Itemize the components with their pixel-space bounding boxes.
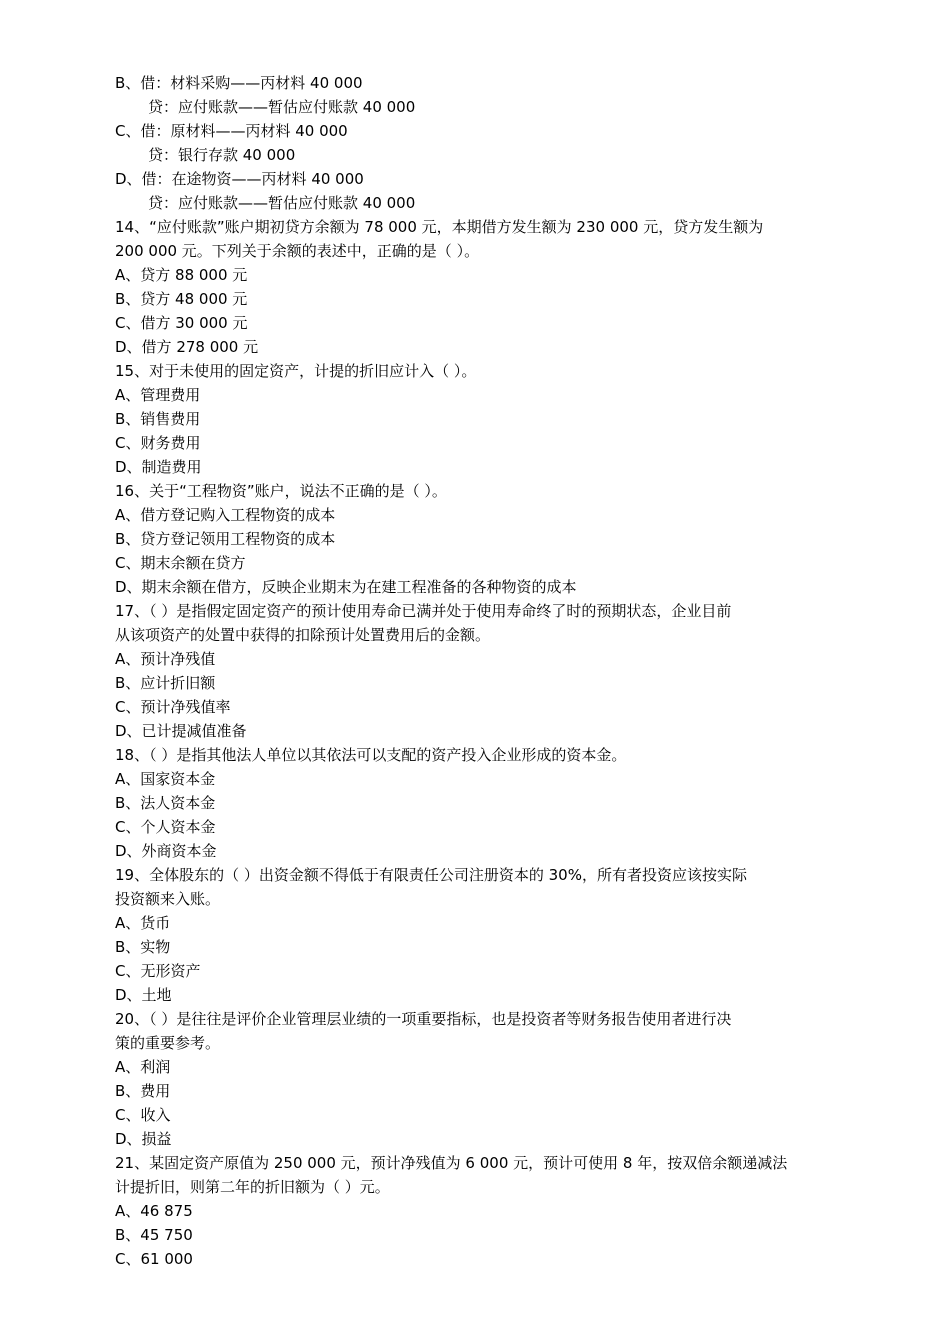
- text-line: 19、全体股东的（ ）出资金额不得低于有限责任公司注册资本的 30%，所有者投资应该按实际: [115, 866, 747, 884]
- question-list: [115, 71, 835, 1271]
- text-line: 策的重要参考。: [115, 1034, 221, 1052]
- text-line: 15、对于未使用的固定资产，计提的折旧应计入（ ）。: [115, 362, 477, 380]
- text-line: B、法人资本金: [115, 794, 216, 812]
- text-line: A、46 875: [115, 1202, 193, 1220]
- text-line: C、期末余额在贷方: [115, 554, 246, 572]
- text-line: 18、（ ）是指其他法人单位以其依法可以支配的资产投入企业形成的资本金。: [115, 746, 627, 764]
- text-line: 从该项资产的处置中获得的扣除预计处置费用后的金额。: [115, 626, 491, 644]
- text-line: C、借：原材料——丙材料 40 000: [115, 122, 348, 140]
- text-line: C、收入: [115, 1106, 171, 1124]
- text-line: B、费用: [115, 1082, 171, 1100]
- text-line: C、借方 30 000 元: [115, 314, 248, 332]
- text-line: 投资额来入账。: [115, 890, 221, 908]
- text-line: D、外商资本金: [115, 842, 217, 860]
- text-line: 21、某固定资产原值为 250 000 元，预计净残值为 6 000 元，预计可使用 8 年，按双倍余额递减法: [115, 1154, 788, 1172]
- text-line: C、个人资本金: [115, 818, 216, 836]
- text-line: B、借：材料采购——丙材料 40 000: [115, 74, 363, 92]
- text-line: 20、（ ）是往往是评价企业管理层业绩的一项重要指标，也是投资者等财务报告使用者进行决: [115, 1010, 732, 1028]
- text-line: A、贷方 88 000 元: [115, 266, 248, 284]
- text-line: D、制造费用: [115, 458, 202, 476]
- text-line: 贷：银行存款 40 000: [148, 146, 296, 164]
- text-line: B、45 750: [115, 1226, 193, 1244]
- text-line: 17、（ ）是指假定固定资产的预计使用寿命已满并处于使用寿命终了时的预期状态，企业目前: [115, 602, 732, 620]
- text-line: D、损益: [115, 1130, 172, 1148]
- text-line: 14、“应付账款”账户期初贷方余额为 78 000 元，本期借方发生额为 230 000 元，贷方发生额为: [115, 218, 764, 236]
- text-line: C、财务费用: [115, 434, 201, 452]
- text-line: A、管理费用: [115, 386, 201, 404]
- text-line: A、货币: [115, 914, 171, 932]
- text-line: C、预计净残值率: [115, 698, 231, 716]
- text-line: C、61 000: [115, 1250, 193, 1268]
- text-line: A、借方登记购入工程物资的成本: [115, 506, 336, 524]
- text-line: B、应计折旧额: [115, 674, 216, 692]
- text-line: 16、关于“工程物资”账户，说法不正确的是（ ）。: [115, 482, 447, 500]
- text-line: D、期末余额在借方，反映企业期末为在建工程准备的各种物资的成本: [115, 578, 577, 596]
- text-line: D、已计提减值准备: [115, 722, 247, 740]
- text-line: D、土地: [115, 986, 172, 1004]
- text-line: 200 000 元。下列关于余额的表述中，正确的是（ ）。: [115, 242, 480, 260]
- text-line: B、贷方登记领用工程物资的成本: [115, 530, 336, 548]
- text-line: 贷：应付账款——暂估应付账款 40 000: [148, 194, 416, 212]
- text-line: A、预计净残值: [115, 650, 216, 668]
- text-line: A、国家资本金: [115, 770, 216, 788]
- text-line: D、借方 278 000 元: [115, 338, 259, 356]
- text-line: B、贷方 48 000 元: [115, 290, 248, 308]
- text-line: 贷：应付账款——暂估应付账款 40 000: [148, 98, 416, 116]
- text-line: A、利润: [115, 1058, 171, 1076]
- text-line: D、借：在途物资——丙材料 40 000: [115, 170, 364, 188]
- text-line: B、销售费用: [115, 410, 201, 428]
- text-line: B、实物: [115, 938, 171, 956]
- text-line: 计提折旧，则第二年的折旧额为（ ）元。: [115, 1178, 390, 1196]
- text-line: C、无形资产: [115, 962, 201, 980]
